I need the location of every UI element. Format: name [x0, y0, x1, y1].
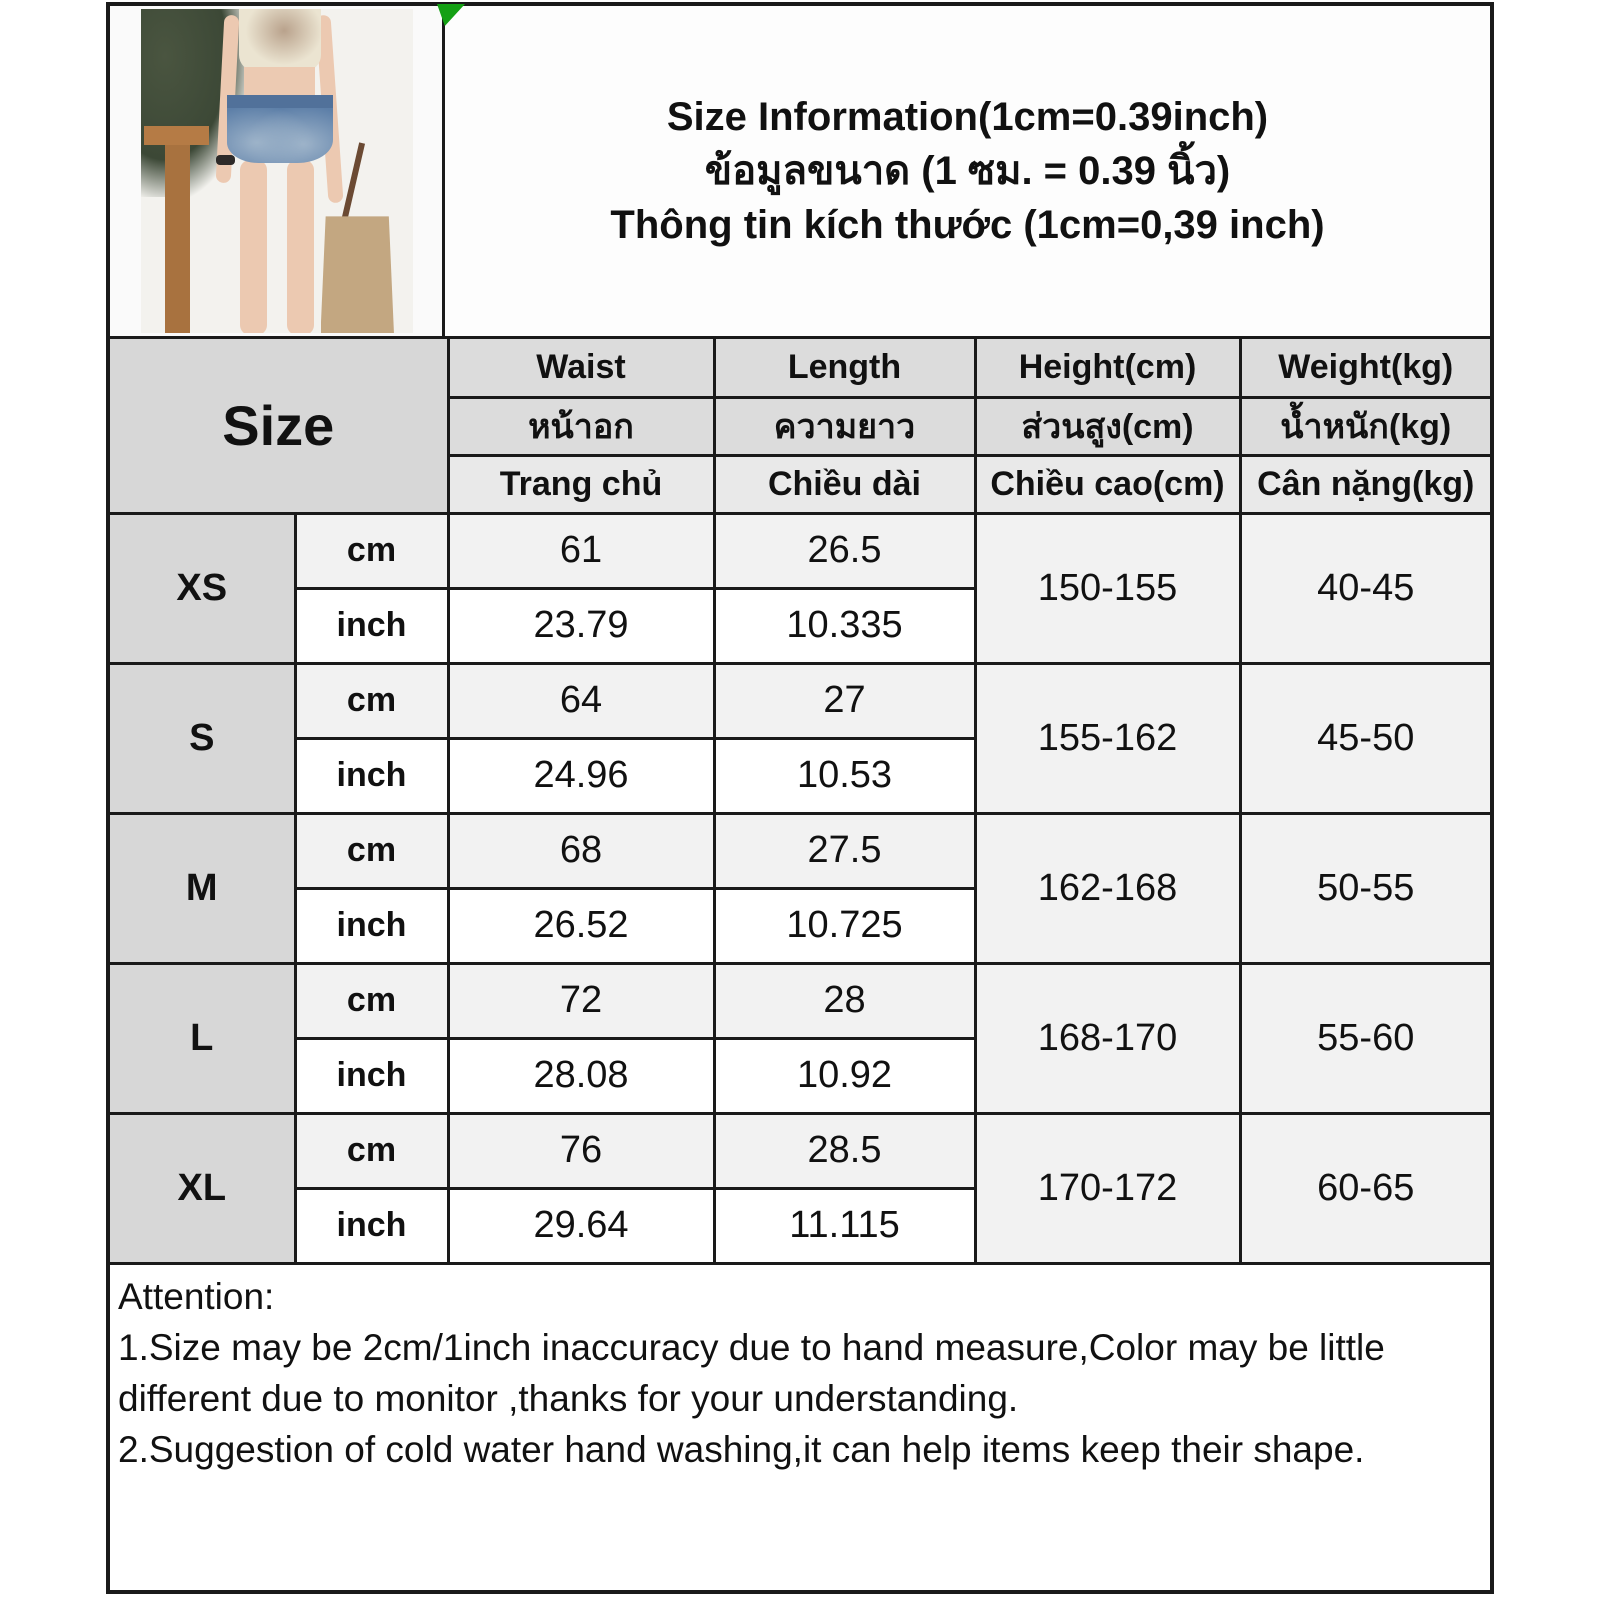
title-vietnamese: Thông tin kích thước (1cm=0,39 inch) [610, 203, 1325, 247]
waist-cm-value: 64 [448, 663, 714, 738]
weight-range: 60-65 [1240, 1113, 1490, 1263]
attention-note-1: 1.Size may be 2cm/1inch inaccuracy due to hand measure,Color may be little different due to monitor ,thanks for your understanding. [118, 1326, 1385, 1419]
photo-wood-frame [144, 126, 209, 145]
length-cm-value: 28 [714, 963, 975, 1038]
attention-heading: Attention: [118, 1275, 275, 1317]
attention-note-2: 2.Suggestion of cold water hand washing,it can help items keep their shape. [118, 1428, 1365, 1470]
photo-wood-frame [165, 145, 189, 333]
title-thai: ข้อมูลขนาด (1 ซม. = 0.39 นิ้ว) [704, 149, 1231, 193]
photo-denim-waistband [227, 95, 333, 108]
waist-inch-value: 24.96 [448, 738, 714, 813]
length-inch-value: 10.725 [714, 888, 975, 963]
title-block [445, 6, 1490, 336]
table-row-xl-cm [110, 1113, 1490, 1188]
length-cm-value: 26.5 [714, 513, 975, 588]
unit-label-inch: inch [295, 738, 448, 813]
length-inch-value: 11.115 [714, 1188, 975, 1263]
height-range: 162-168 [975, 813, 1240, 963]
photo-tote-bag [321, 216, 394, 333]
size-label-m: M [110, 813, 295, 963]
top-section [110, 6, 1490, 339]
header-height-th: ส่วนสูง(cm) [975, 397, 1240, 455]
height-range: 155-162 [975, 663, 1240, 813]
header-height: Height(cm) [975, 339, 1240, 397]
photo-crop-top [239, 9, 321, 71]
header-row-english [110, 339, 1490, 397]
header-waist-vi: Trang chủ [448, 455, 714, 513]
table-row-m-cm [110, 813, 1490, 888]
photo-bag-strap [341, 142, 365, 222]
height-range: 150-155 [975, 513, 1240, 663]
unit-label-inch: inch [295, 1038, 448, 1113]
product-photo [141, 9, 413, 333]
waist-inch-value: 26.52 [448, 888, 714, 963]
header-length-vi: Chiều dài [714, 455, 975, 513]
header-weight: Weight(kg) [1240, 339, 1490, 397]
header-waist-th: หน้าอก [448, 397, 714, 455]
product-photo-cell [110, 6, 445, 336]
unit-label-cm: cm [295, 813, 448, 888]
waist-cm-value: 61 [448, 513, 714, 588]
length-inch-value: 10.92 [714, 1038, 975, 1113]
length-cm-value: 28.5 [714, 1113, 975, 1188]
photo-model-leg [287, 160, 314, 333]
waist-cm-value: 76 [448, 1113, 714, 1188]
unit-label-inch: inch [295, 888, 448, 963]
photo-model-leg [240, 160, 267, 333]
waist-inch-value: 29.64 [448, 1188, 714, 1263]
header-waist: Waist [448, 339, 714, 397]
height-range: 168-170 [975, 963, 1240, 1113]
size-table [110, 339, 1490, 1265]
header-length: Length [714, 339, 975, 397]
table-row-l-cm [110, 963, 1490, 1038]
header-length-th: ความยาว [714, 397, 975, 455]
attention-section [110, 1265, 1490, 1475]
photo-wrist-watch [216, 155, 235, 165]
title-english: Size Information(1cm=0.39inch) [666, 95, 1269, 139]
size-label-xs: XS [110, 513, 295, 663]
size-label-l: L [110, 963, 295, 1113]
unit-label-cm: cm [295, 1113, 448, 1188]
length-inch-value: 10.53 [714, 738, 975, 813]
length-cm-value: 27.5 [714, 813, 975, 888]
table-row-xs-cm [110, 513, 1490, 588]
size-label-xl: XL [110, 1113, 295, 1263]
waist-cm-value: 72 [448, 963, 714, 1038]
unit-label-inch: inch [295, 1188, 448, 1263]
length-cm-value: 27 [714, 663, 975, 738]
size-header: Size [110, 339, 448, 513]
height-range: 170-172 [975, 1113, 1240, 1263]
size-label-s: S [110, 663, 295, 813]
weight-range: 45-50 [1240, 663, 1490, 813]
header-weight-th: น้ำหนัก(kg) [1240, 397, 1490, 455]
waist-inch-value: 28.08 [448, 1038, 714, 1113]
header-height-vi: Chiều cao(cm) [975, 455, 1240, 513]
unit-label-cm: cm [295, 513, 448, 588]
unit-label-inch: inch [295, 588, 448, 663]
unit-label-cm: cm [295, 963, 448, 1038]
unit-label-cm: cm [295, 663, 448, 738]
weight-range: 50-55 [1240, 813, 1490, 963]
weight-range: 40-45 [1240, 513, 1490, 663]
waist-inch-value: 23.79 [448, 588, 714, 663]
waist-cm-value: 68 [448, 813, 714, 888]
length-inch-value: 10.335 [714, 588, 975, 663]
weight-range: 55-60 [1240, 963, 1490, 1113]
header-weight-vi: Cân nặng(kg) [1240, 455, 1490, 513]
size-chart-sheet [106, 2, 1494, 1594]
table-row-s-cm [110, 663, 1490, 738]
